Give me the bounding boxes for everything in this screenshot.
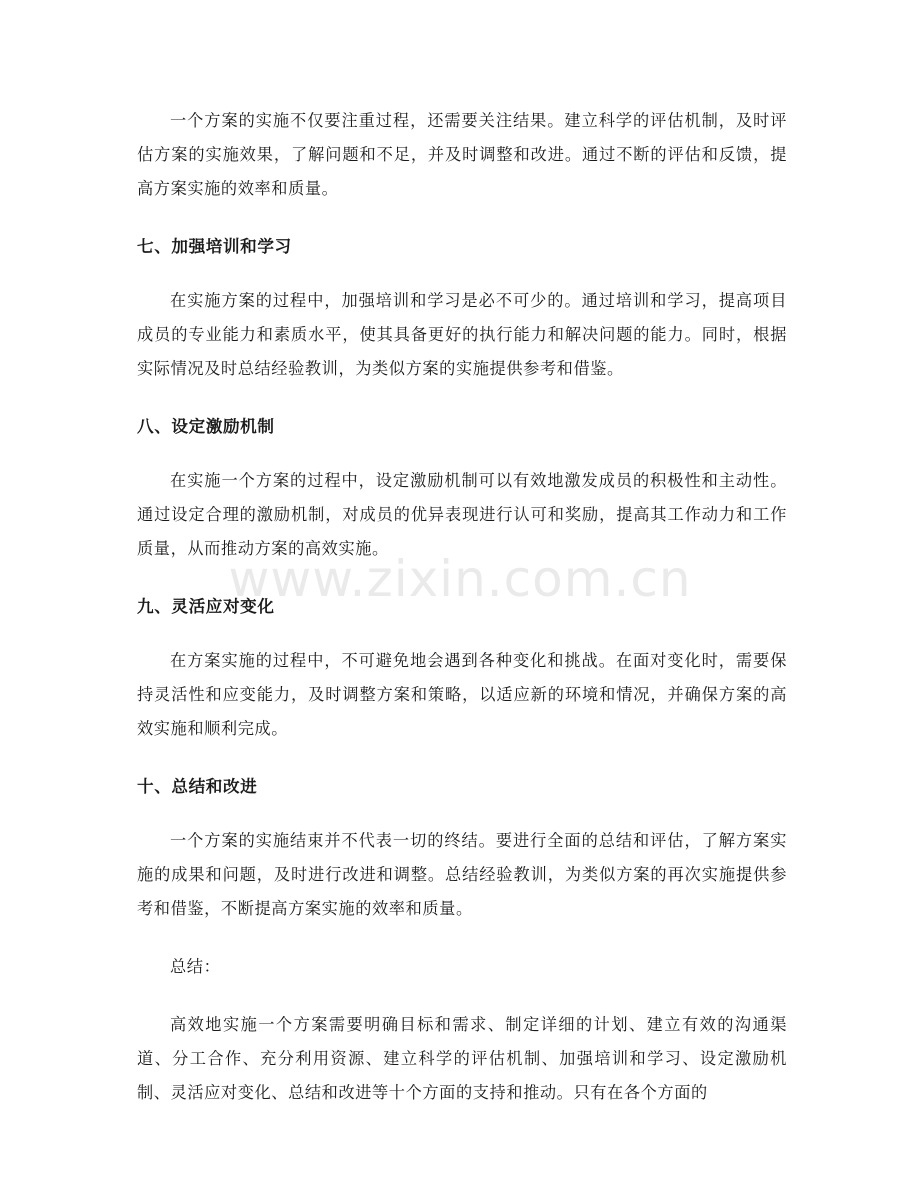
section-body-8: 在实施一个方案的过程中，设定激励机制可以有效地激发成员的积极性和主动性。通过设定合理的激励机制，对成员的优异表现进行认可和奖励，提高其工作动力和工作质量，从而推动方案的高效实施。 <box>137 471 787 558</box>
summary-label: 总结： <box>170 957 221 976</box>
section-body-10: 一个方案的实施结束并不代表一切的终结。要进行全面的总结和评估，了解方案实施的成果和问题，及时进行改进和调整。总结经验教训，为类似方案的再次实施提供参考和借鉴，不断提高方案实施的效率和质量。 <box>137 831 787 918</box>
summary-paragraph: 高效地实施一个方案需要明确目标和需求、制定详细的计划、建立有效的沟通渠道、分工合作、充分利用资源、建立科学的评估机制、加强培训和学习、设定激励机制、灵活应对变化、总结和改进等十个方面的支持和推动。只有在各个方面的 <box>137 1015 787 1102</box>
intro-paragraph: 一个方案的实施不仅要注重过程，还需要关注结果。建立科学的评估机制，及时评估方案的实施效果，了解问题和不足，并及时调整和改进。通过不断的评估和反馈，提高方案实施的效率和质量。 <box>137 111 787 198</box>
section-heading-8: 八、设定激励机制 <box>137 417 275 436</box>
section-heading-9: 九、灵活应对变化 <box>137 597 275 616</box>
section-body-7: 在实施方案的过程中，加强培训和学习是必不可少的。通过培训和学习，提高项目成员的专业能力和素质水平，使其具备更好的执行能力和解决问题的能力。同时，根据实际情况及时总结经验教训，为类似方案的实施提供参考和借鉴。 <box>137 291 787 378</box>
section-body-9: 在方案实施的过程中，不可避免地会遇到各种变化和挑战。在面对变化时，需要保持灵活性和应变能力，及时调整方案和策略，以适应新的环境和情况，并确保方案的高效实施和顺利完成。 <box>137 651 787 738</box>
document-body <box>137 104 787 1110</box>
section-heading-10: 十、总结和改进 <box>137 777 258 796</box>
watermark-text: www.zixin.com.cn <box>228 550 692 608</box>
section-heading-7: 七、加强培训和学习 <box>137 237 292 256</box>
